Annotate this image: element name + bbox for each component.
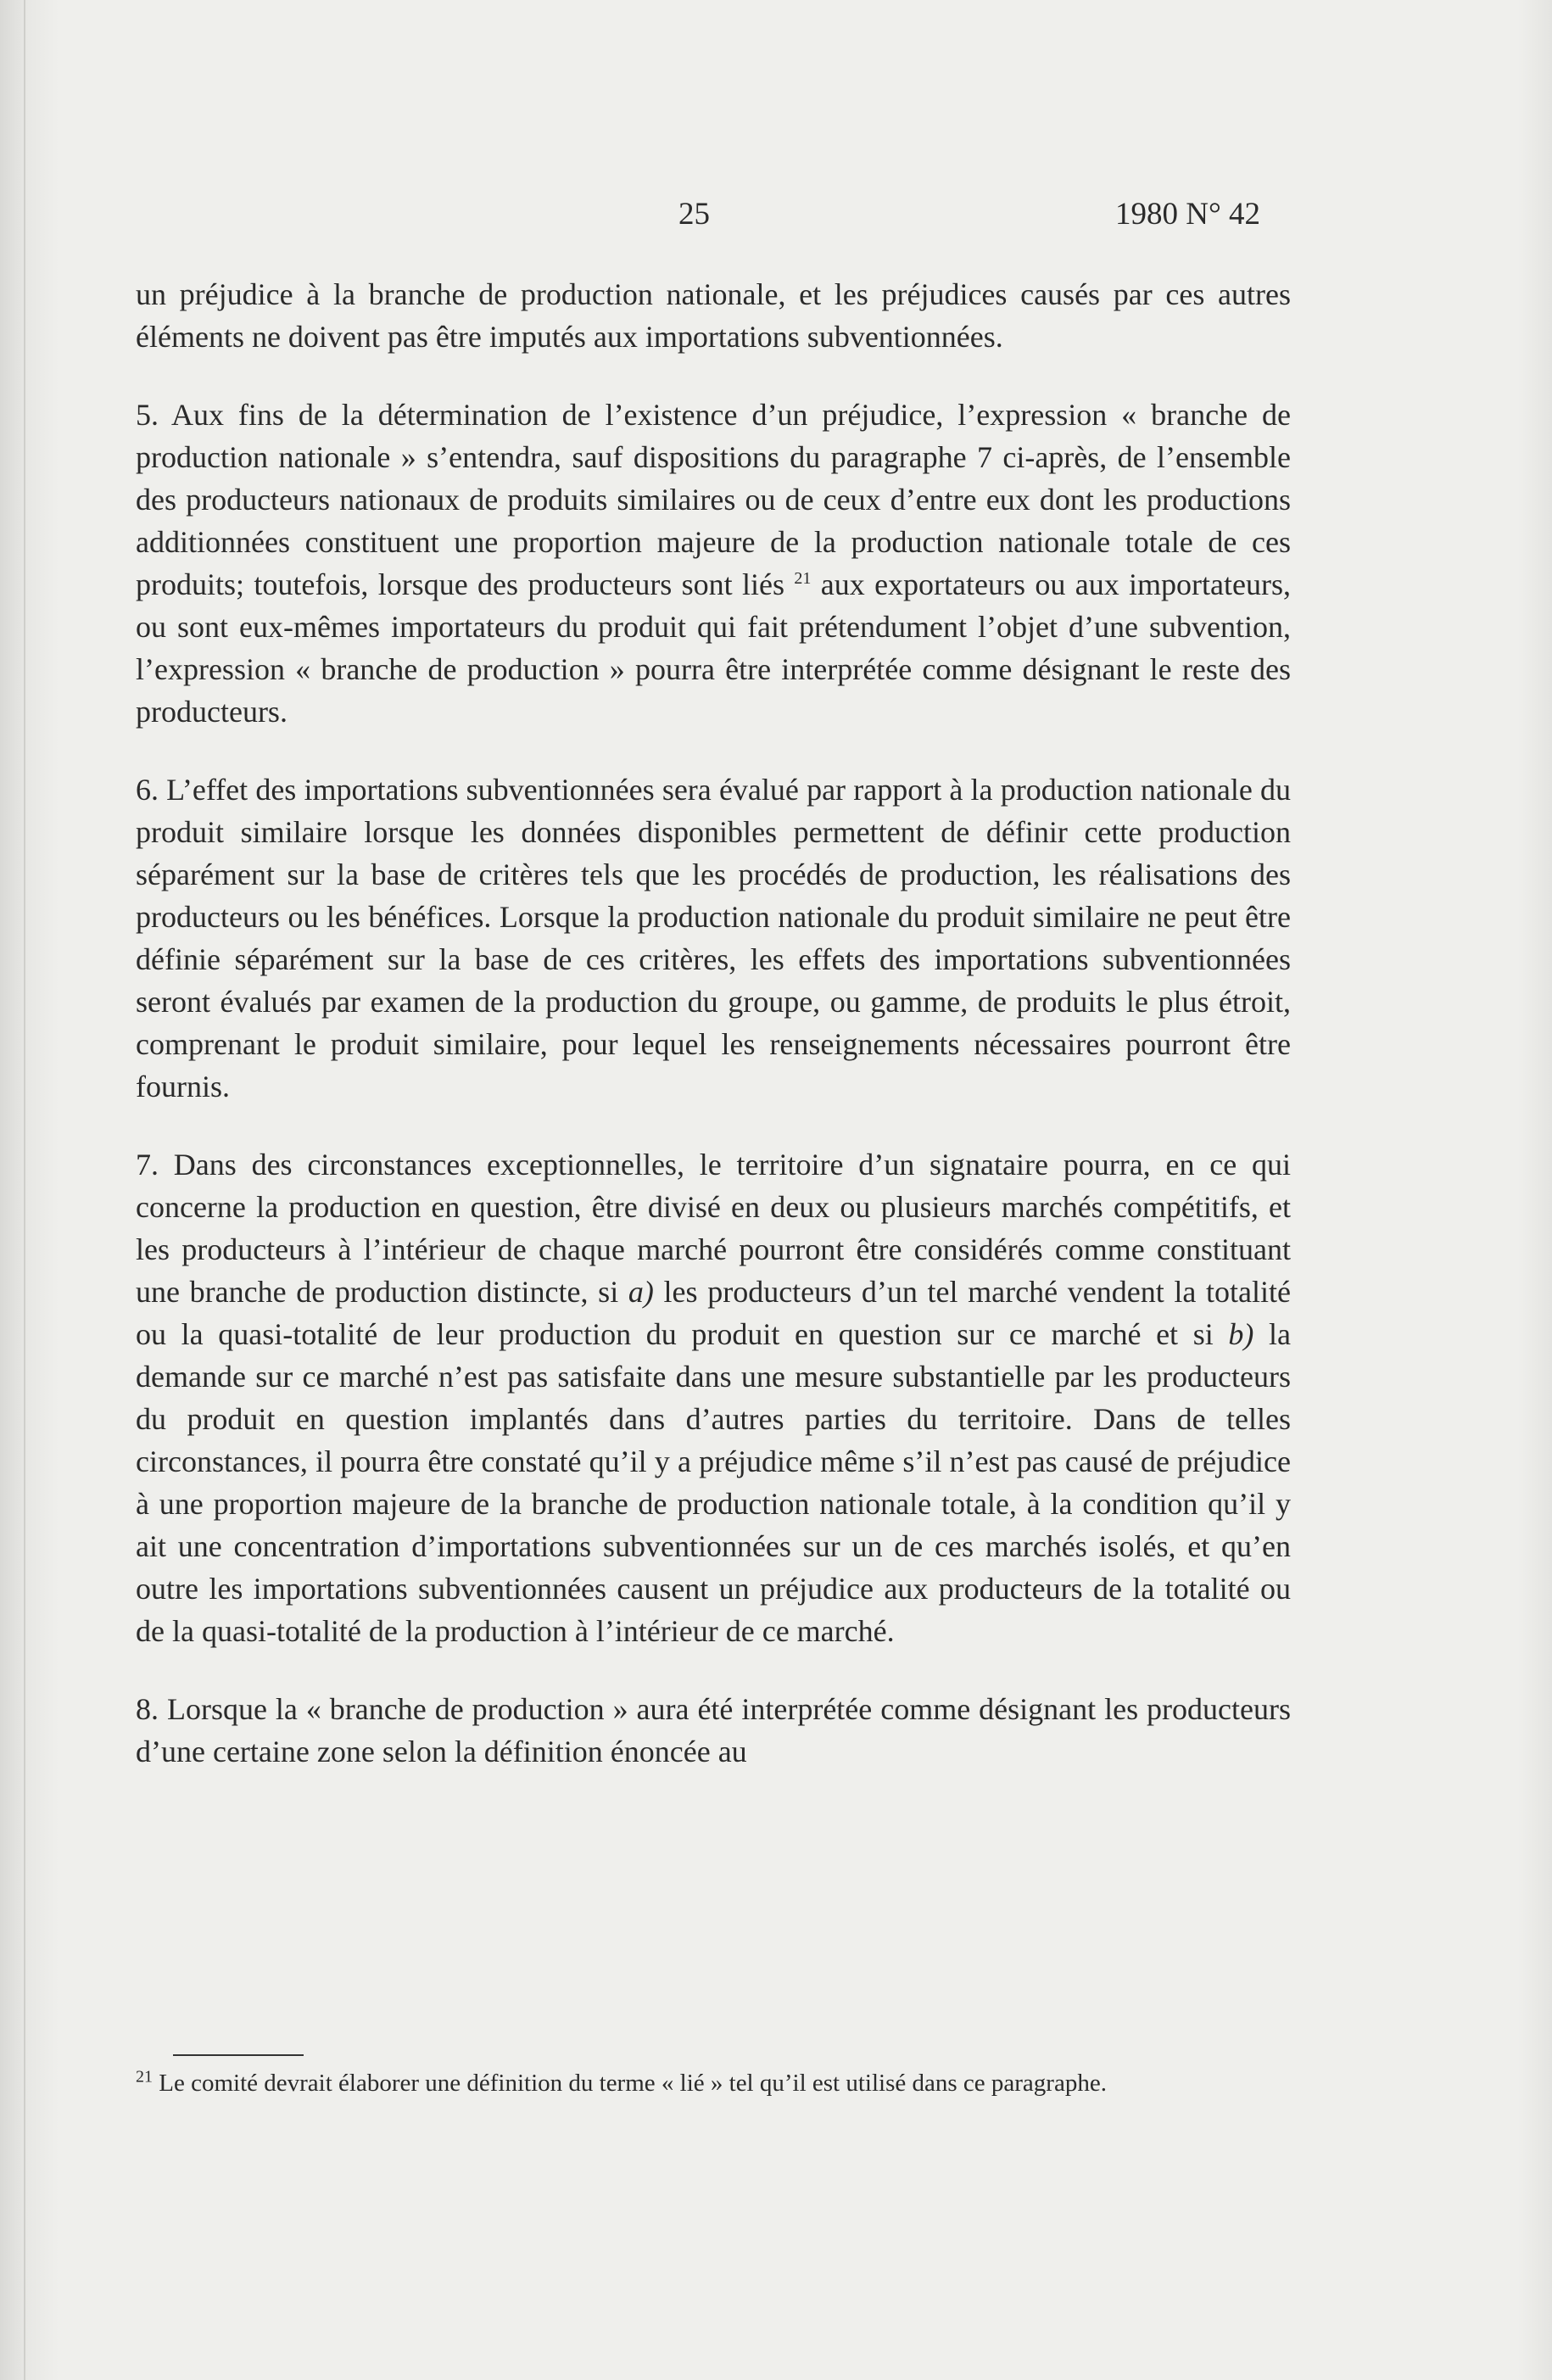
- paragraph-6: 6. L’effet des importations subventionnées sera évalué par rapport à la production nationale du produit similaire lorsque les données disponibles permettent de définir cette production séparément sur la base de critères tels que les procédés de production, les réalisations des producteurs ou les bénéfices. Lorsque la production nationale du produit similaire ne peut être définie séparément sur la base de ces critères, les effets des importations subventionnées seront évalués par examen de la production du groupe, ou gamme, de produits le plus étroit, comprenant le produit similaire, pour lequel les renseignements nécessaires pourront être fournis.: [136, 773, 1291, 1103]
- footnote-separator: [173, 2054, 304, 2056]
- item-marker-b: b): [1228, 1317, 1254, 1351]
- paragraph-5: [136, 394, 1291, 733]
- footnote: [136, 2066, 1291, 2100]
- footnote-text: Le comité devrait élaborer une définition du terme « lié » tel qu’il est utilisé dans ce paragraphe.: [159, 2070, 1107, 2097]
- paragraph-5-text-a: 5. Aux fins de la détermination de l’existence d’un préjudice, l’expression « branche de production nationale » s’entendra, sauf dispositions du paragraphe 7 ci-après, de l’ensemble des producteurs nationaux de produits similaires ou de ceux d’entre eux dont les productions additionnées constituent une proportion majeure de la production nationale totale de ces produits; toutefois, lorsque des producteurs sont liés: [136, 398, 1291, 601]
- document-reference: 1980 N° 42: [1115, 197, 1261, 232]
- paragraph-7-text-b: les producteurs d’un tel marché vendent la totalité ou la quasi-totalité de leur production du produit en question sur ce marché et si: [136, 1275, 1291, 1351]
- footnote-reference: 21: [794, 569, 812, 588]
- body-text: [136, 273, 1291, 1773]
- paragraph-7: [136, 1143, 1291, 1652]
- paragraph-continuation: un préjudice à la branche de production nationale, et les préjudices causés par ces autres éléments ne doivent pas être imputés aux importations subventionnées.: [136, 277, 1291, 354]
- paragraph-7-text-a: 7. Dans des circonstances exceptionnelles, le territoire d’un signataire pourra, en ce qui concerne la production en question, être divisé en deux ou plusieurs marchés compétitifs, et les producteurs à l’intérieur de chaque marché pourront être considérés comme constituant une branche de production distincte, si: [136, 1148, 1291, 1309]
- paragraph-8: 8. Lorsque la « branche de production » aura été interprétée comme désignant les producteurs d’une certaine zone selon la définition énoncée au: [136, 1692, 1291, 1768]
- page-header: [0, 193, 1552, 236]
- paragraph-5-text-b: aux exportateurs ou aux importateurs, ou sont eux-mêmes importateurs du produit qui fait prétendument l’objet d’une subvention, l’expression « branche de production » pourra être interprétée comme désignant le reste des producteurs.: [136, 567, 1292, 729]
- footnote-marker: 21: [136, 2067, 153, 2087]
- paragraph-7-text-c: la demande sur ce marché n’est pas satisfaite dans une mesure substantielle par les producteurs du produit en question implantés dans d’autres parties du territoire. Dans de telles circonstances, il pourra être constaté qu’il y a préjudice même s’il n’est pas causé de préjudice à une proportion majeure de la branche de production nationale totale, à la condition qu’il y ait une concentration d’importations subventionnées sur un de ces marchés isolés, et qu’en outre les importations subventionnées causent un préjudice aux producteurs de la totalité ou de la quasi-totalité de la production à l’intérieur de ce marché.: [136, 1317, 1292, 1648]
- binding-gutter: [24, 0, 25, 2380]
- page-number: 25: [678, 197, 710, 232]
- item-marker-a: a): [628, 1275, 654, 1309]
